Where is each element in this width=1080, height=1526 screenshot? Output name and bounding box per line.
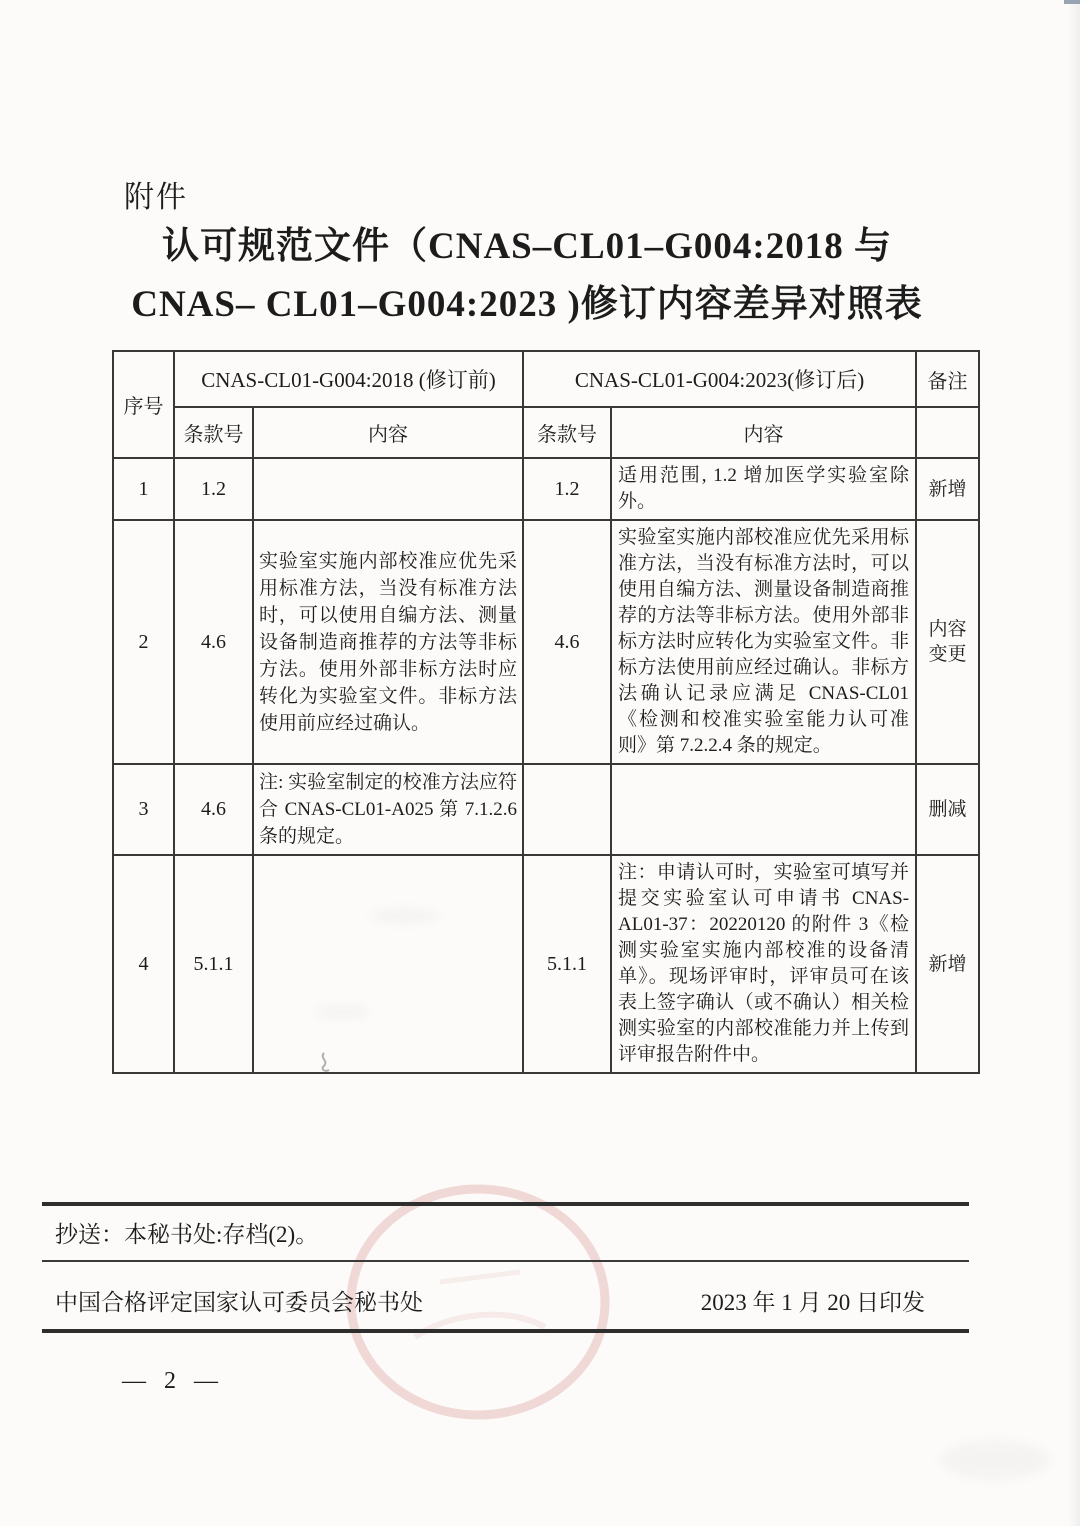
table-row xyxy=(113,764,979,855)
seq-cell: 2 xyxy=(113,520,174,764)
document-title xyxy=(0,218,1080,334)
seq-cell: 3 xyxy=(113,764,174,855)
separator-rule-top xyxy=(42,1202,969,1206)
subheader-remark-empty xyxy=(916,407,979,458)
scan-corner-artifact xyxy=(1064,0,1080,4)
scan-smudge xyxy=(940,1440,1050,1480)
subheader-content-2023: 内容 xyxy=(611,407,916,458)
clause-2023-cell: 1.2 xyxy=(523,458,611,520)
revision-comparison-table xyxy=(112,350,980,1074)
subheader-clause-2018: 条款号 xyxy=(174,407,253,458)
clause-2023-cell: 4.6 xyxy=(523,520,611,764)
seq-cell: 1 xyxy=(113,458,174,520)
subheader-clause-2023: 条款号 xyxy=(523,407,611,458)
document-title-line2: CNAS– CL01–G004:2023 )修订内容差异对照表 xyxy=(131,284,923,325)
document-title-line1: 认可规范文件（CNAS–CL01–G004:2018 与 xyxy=(162,226,892,267)
clause-2018-cell: 4.6 xyxy=(174,520,253,764)
print-date: 2023 年 1 月 20 日印发 xyxy=(700,1290,925,1315)
content-2018-cell xyxy=(253,855,523,1073)
content-2018-cell xyxy=(253,458,523,520)
clause-2023-cell: 5.1.1 xyxy=(523,855,611,1073)
col-header-seq: 序号 xyxy=(113,351,174,458)
cc-line: 抄送：本秘书处:存档(2)。 xyxy=(55,1222,319,1247)
content-2018-cell: 实验室实施内部校准应优先采用标准方法，当没有标准方法时，可以使用自编方法、测量设备制造商推荐的方法等非标方法。使用外部非标方法时应转化为实验室文件。非标方法使用前应经过确认。 xyxy=(253,520,523,764)
clause-2018-cell: 5.1.1 xyxy=(174,855,253,1073)
col-header-2018: CNAS-CL01-G004:2018 (修订前) xyxy=(174,351,523,407)
content-2023-cell xyxy=(611,764,916,855)
issuer-name: 中国合格评定国家认可委员会秘书处 xyxy=(55,1290,423,1315)
content-2018-cell: 注: 实验室制定的校准方法应符合 CNAS-CL01-A025 第 7.1.2.6 条的规定。 xyxy=(253,764,523,855)
content-2023-cell: 实验室实施内部校准应优先采用标准方法，当没有标准方法时，可以使用自编方法、测量设备制造商推荐的方法等非标方法。使用外部非标方法时应转化为实验室文件。非标方法使用前应经过确认。非标方法确认记录应满足 CNAS-CL01《检测和校准实验室能力认可准则》第 7.2.2.4 条的规定。 xyxy=(611,520,916,764)
clause-2018-cell: 1.2 xyxy=(174,458,253,520)
page-number: — 2 — xyxy=(122,1368,224,1394)
remark-cell: 删减 xyxy=(916,764,979,855)
content-2023-cell: 适用范围, 1.2 增加医学实验室除外。 xyxy=(611,458,916,520)
subheader-content-2018: 内容 xyxy=(253,407,523,458)
separator-rule-middle xyxy=(42,1260,969,1262)
remark-cell: 内容变更 xyxy=(916,520,979,764)
table-row xyxy=(113,855,979,1073)
seq-cell: 4 xyxy=(113,855,174,1073)
remark-cell: 新增 xyxy=(916,458,979,520)
separator-rule-bottom xyxy=(42,1329,969,1333)
remark-cell: 新增 xyxy=(916,855,979,1073)
attachment-label: 附件 xyxy=(124,181,188,214)
table-row xyxy=(113,458,979,520)
clause-2023-cell xyxy=(523,764,611,855)
col-header-remark: 备注 xyxy=(916,351,979,407)
content-2023-cell: 注：申请认可时，实验室可填写并提交实验室认可申请书 CNAS-AL01-37：20220120 的附件 3《检测实验室实施内部校准的设备清单》。现场评审时，评审员可在该表上签字确认（或不确认）相关检测实验室的内部校准能力并上传到评审报告附件中。 xyxy=(611,855,916,1073)
clause-2018-cell: 4.6 xyxy=(174,764,253,855)
col-header-2023: CNAS-CL01-G004:2023(修订后) xyxy=(523,351,916,407)
table-row xyxy=(113,520,979,764)
